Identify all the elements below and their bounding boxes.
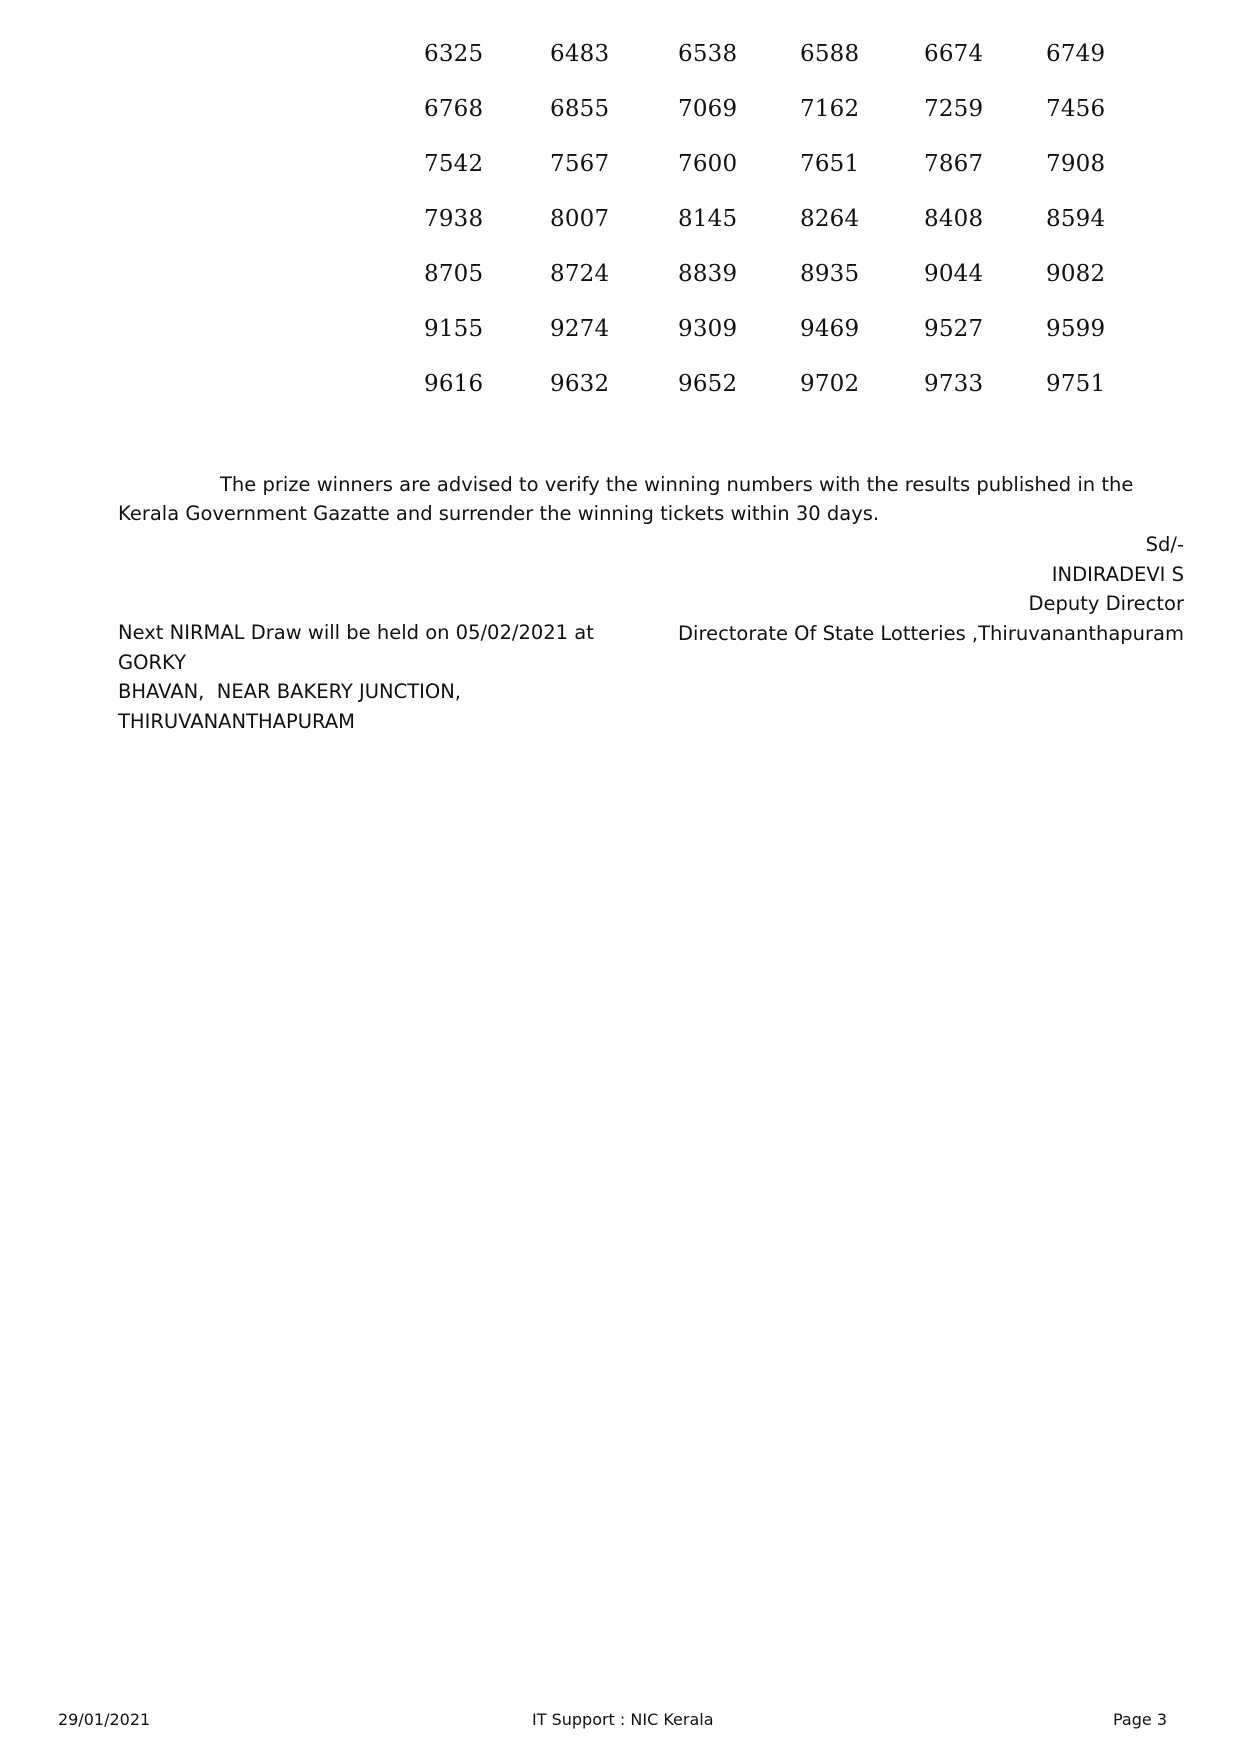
winning-numbers-table xyxy=(410,40,1112,425)
winning-number-cell: 6325 xyxy=(424,41,484,67)
winning-number-cell: 9632 xyxy=(550,371,610,397)
winning-number-cell: 8145 xyxy=(678,206,738,232)
winning-number-cell: 8839 xyxy=(678,261,738,287)
winning-number-cell: 7651 xyxy=(800,151,860,177)
winning-number-cell: 7567 xyxy=(550,151,610,177)
winning-number-cell: 7069 xyxy=(678,96,738,122)
winning-number-cell: 8264 xyxy=(800,206,860,232)
signatory-office: Directorate Of State Lotteries ,Thiruvananthapuram xyxy=(678,621,1184,645)
winning-number-cell: 8408 xyxy=(924,206,984,232)
winning-number-cell: 9082 xyxy=(1046,261,1106,287)
signatory-name: INDIRADEVI S xyxy=(1051,562,1184,586)
signature-block xyxy=(678,530,1184,648)
winning-number-cell: 9044 xyxy=(924,261,984,287)
winning-number-cell: 9733 xyxy=(924,371,984,397)
next-draw-line: BHAVAN, NEAR BAKERY JUNCTION, xyxy=(118,680,462,703)
winning-number-cell: 7908 xyxy=(1046,151,1106,177)
winning-number-cell: 8724 xyxy=(550,261,610,287)
next-draw-info xyxy=(118,618,658,736)
verification-notice: The prize winners are advised to verify the winning numbers with the results published in the Kerala Government Gazatte and surrender the winning tickets within 30 days. xyxy=(118,473,1134,525)
winning-number-cell: 9702 xyxy=(800,371,860,397)
winning-number-cell: 9652 xyxy=(678,371,738,397)
winning-number-cell: 9751 xyxy=(1046,371,1106,397)
winning-number-cell: 9599 xyxy=(1046,316,1106,342)
winning-number-cell: 7600 xyxy=(678,151,738,177)
footer-it-support: IT Support : NIC Kerala xyxy=(532,1710,714,1729)
winning-number-cell: 8007 xyxy=(550,206,610,232)
winning-number-cell: 9155 xyxy=(424,316,484,342)
winning-number-cell: 8935 xyxy=(800,261,860,287)
winning-number-cell: 6749 xyxy=(1046,41,1106,67)
winning-number-cell: 6674 xyxy=(924,41,984,67)
winning-number-cell: 6855 xyxy=(550,96,610,122)
winning-number-cell: 7542 xyxy=(424,151,484,177)
winning-number-cell: 7938 xyxy=(424,206,484,232)
winning-number-cell: 9527 xyxy=(924,316,984,342)
footer-page-number: Page 3 xyxy=(1113,1710,1167,1729)
winning-number-cell: 9469 xyxy=(800,316,860,342)
winning-number-cell: 9616 xyxy=(424,371,484,397)
winning-number-cell: 7259 xyxy=(924,96,984,122)
winning-number-cell: 7456 xyxy=(1046,96,1106,122)
winning-number-cell: 6483 xyxy=(550,41,610,67)
winning-number-cell: 6768 xyxy=(424,96,484,122)
winning-number-cell: 9274 xyxy=(550,316,610,342)
winning-number-cell: 7867 xyxy=(924,151,984,177)
signature-sd: Sd/- xyxy=(1145,533,1184,556)
winning-number-cell: 8594 xyxy=(1046,206,1106,232)
winning-number-cell: 8705 xyxy=(424,261,484,287)
signatory-designation: Deputy Director xyxy=(1028,592,1184,615)
winning-number-cell: 6588 xyxy=(800,41,860,67)
winning-number-cell: 9309 xyxy=(678,316,738,342)
next-draw-line: THIRUVANANTHAPURAM xyxy=(118,709,355,733)
winning-number-cell: 6538 xyxy=(678,41,738,67)
footer-date: 29/01/2021 xyxy=(58,1710,151,1729)
winning-number-cell: 7162 xyxy=(800,96,860,122)
next-draw-line: Next NIRMAL Draw will be held on 05/02/2021 at GORKY xyxy=(118,621,594,674)
